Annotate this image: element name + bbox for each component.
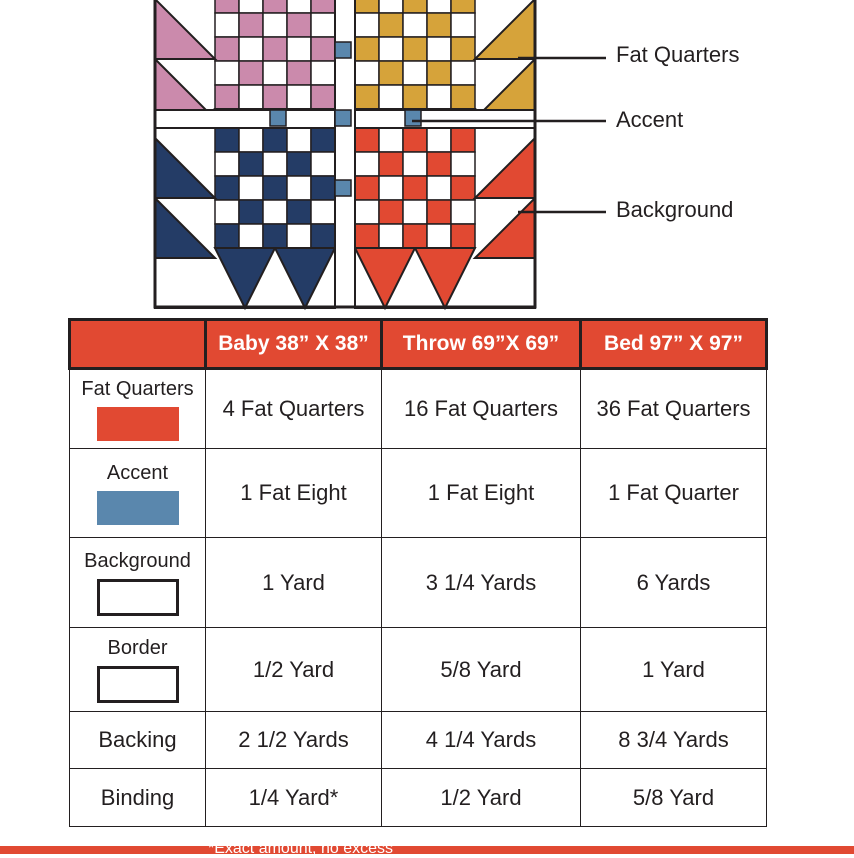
- checker-cell-red: [427, 176, 451, 200]
- checker-cell-red: [355, 152, 379, 176]
- checker-cell-gold: [379, 61, 403, 85]
- row-label-cell: [70, 712, 206, 769]
- checker-cell-pink: [287, 0, 311, 13]
- checker-cell-navy: [311, 200, 335, 224]
- checker-cell-pink: [311, 0, 335, 13]
- checker-cell-red: [379, 224, 403, 248]
- checker-cell-pink: [263, 85, 287, 109]
- checker-cell-pink: [287, 13, 311, 37]
- checker-cell-pink: [239, 0, 263, 13]
- accent-swatch: [97, 491, 179, 525]
- checker-cell-pink: [311, 37, 335, 61]
- checker-cell-red: [403, 224, 427, 248]
- checker-cell-red: [355, 128, 379, 152]
- checker-cell-red: [403, 200, 427, 224]
- checker-cell-gold: [355, 13, 379, 37]
- table-cell: 5/8 Yard: [581, 769, 767, 827]
- checker-cell-gold: [451, 13, 475, 37]
- checker-cell-navy: [239, 152, 263, 176]
- row-label-cell: [70, 538, 206, 628]
- checker-cell-pink: [287, 61, 311, 85]
- checker-cell-navy: [263, 200, 287, 224]
- row-label: Border: [107, 637, 168, 659]
- checker-cell-red: [427, 224, 451, 248]
- table-cell: 1 Fat Eight: [206, 449, 382, 538]
- checker-cell-pink: [263, 0, 287, 13]
- row-label: Backing: [98, 727, 177, 752]
- checker-cell-gold: [379, 0, 403, 13]
- checker-cell-pink: [287, 37, 311, 61]
- checker-cell-gold: [403, 37, 427, 61]
- checker-cell-navy: [239, 128, 263, 152]
- table-cell: 5/8 Yard: [382, 628, 581, 712]
- table-cell: 1 Fat Eight: [382, 449, 581, 538]
- checker-cell-navy: [215, 152, 239, 176]
- checker-cell-red: [427, 152, 451, 176]
- checker-cell-red: [451, 128, 475, 152]
- checker-cell-red: [379, 200, 403, 224]
- checker-cell-navy: [311, 128, 335, 152]
- row-label-cell: [70, 449, 206, 538]
- checker-cell-red: [403, 128, 427, 152]
- checker-cell-pink: [239, 13, 263, 37]
- checker-cell-navy: [311, 224, 335, 248]
- checker-cell-gold: [379, 85, 403, 109]
- table-row-background: [70, 538, 767, 628]
- accent-square: [405, 110, 421, 126]
- row-label: Accent: [106, 462, 169, 484]
- checker-cell-red: [451, 176, 475, 200]
- row-label-cell: [70, 369, 206, 449]
- checker-cell-pink: [311, 85, 335, 109]
- checker-cell-pink: [311, 13, 335, 37]
- table-cell: 1/4 Yard*: [206, 769, 382, 827]
- checker-cell-pink: [215, 61, 239, 85]
- checker-cell-gold: [427, 85, 451, 109]
- checker-cell-gold: [355, 0, 379, 13]
- checker-cell-gold: [403, 61, 427, 85]
- table-cell: 1 Fat Quarter: [581, 449, 767, 538]
- checker-cell-red: [355, 176, 379, 200]
- checker-cell-navy: [287, 176, 311, 200]
- table-header-row: [70, 320, 767, 369]
- checker-cell-pink: [239, 85, 263, 109]
- checker-cell-gold: [451, 37, 475, 61]
- checker-cell-pink: [215, 37, 239, 61]
- table-cell: 1 Yard: [581, 628, 767, 712]
- checker-cell-navy: [239, 200, 263, 224]
- checker-cell-pink: [263, 61, 287, 85]
- callout-background: Background: [616, 197, 734, 222]
- table-cell: 2 1/2 Yards: [206, 712, 382, 769]
- table-row-backing: [70, 712, 767, 769]
- row-label: Binding: [100, 784, 175, 810]
- checker-cell-navy: [311, 176, 335, 200]
- checker-cell-red: [379, 128, 403, 152]
- checker-cell-red: [427, 200, 451, 224]
- checker-cell-navy: [287, 200, 311, 224]
- table-cell: 4 Fat Quarters: [206, 369, 382, 449]
- row-label: Background: [84, 550, 191, 572]
- table-cell: 4 1/4 Yards: [382, 712, 581, 769]
- table-cell: 36 Fat Quarters: [581, 369, 767, 449]
- checker-cell-navy: [239, 224, 263, 248]
- accent-square: [335, 42, 351, 58]
- table-cell: 1 Yard: [206, 538, 382, 628]
- yardage-table: [68, 318, 768, 827]
- header-corner: [70, 320, 206, 369]
- checker-cell-red: [451, 224, 475, 248]
- header-throw: Throw 69”X 69”: [382, 320, 581, 369]
- checker-cell-navy: [215, 128, 239, 152]
- checker-cell-pink: [263, 37, 287, 61]
- table-row-border: [70, 628, 767, 712]
- checker-cell-gold: [451, 85, 475, 109]
- border-swatch: [97, 666, 179, 703]
- checker-cell-navy: [263, 152, 287, 176]
- checker-cell-pink: [215, 13, 239, 37]
- checker-cell-navy: [287, 152, 311, 176]
- checker-cell-navy: [287, 128, 311, 152]
- accent-square: [270, 110, 286, 126]
- checker-cell-gold: [403, 13, 427, 37]
- checker-cell-gold: [379, 37, 403, 61]
- checker-cell-red: [379, 176, 403, 200]
- table-cell: 16 Fat Quarters: [382, 369, 581, 449]
- checker-cell-navy: [215, 176, 239, 200]
- table-cell: 8 3/4 Yards: [581, 712, 767, 769]
- checker-cell-navy: [263, 224, 287, 248]
- callout-accent: Accent: [616, 107, 684, 132]
- table-cell: 1/2 Yard: [382, 769, 581, 827]
- checker-cell-gold: [379, 13, 403, 37]
- checker-cell-red: [403, 176, 427, 200]
- checker-cell-red: [403, 152, 427, 176]
- row-label-cell: [70, 628, 206, 712]
- checker-cell-gold: [427, 0, 451, 13]
- checker-cell-navy: [263, 128, 287, 152]
- row-label-cell: [70, 769, 206, 827]
- background-swatch: [97, 579, 179, 616]
- checker-cell-red: [427, 128, 451, 152]
- checker-cell-gold: [403, 0, 427, 13]
- checker-cell-pink: [311, 61, 335, 85]
- checker-cell-gold: [427, 37, 451, 61]
- row-label: Fat Quarters: [81, 378, 194, 400]
- checker-cell-red: [355, 200, 379, 224]
- checker-cell-pink: [239, 37, 263, 61]
- fat-quarters-swatch: [97, 407, 179, 441]
- checker-cell-navy: [263, 176, 287, 200]
- table-cell: 3 1/4 Yards: [382, 538, 581, 628]
- checker-cell-navy: [215, 224, 239, 248]
- footer-note: *Exact amount, no excess: [208, 840, 393, 857]
- callout-fat-quarters: Fat Quarters: [616, 42, 740, 67]
- checker-cell-pink: [215, 85, 239, 109]
- header-baby: Baby 38” X 38”: [206, 320, 382, 369]
- checker-cell-pink: [287, 85, 311, 109]
- checker-cell-red: [451, 200, 475, 224]
- checker-cell-gold: [403, 85, 427, 109]
- checker-cell-pink: [215, 0, 239, 13]
- table-row-accent: [70, 449, 767, 538]
- accent-square: [335, 180, 351, 196]
- checker-cell-gold: [427, 13, 451, 37]
- checker-cell-navy: [287, 224, 311, 248]
- checker-cell-navy: [215, 200, 239, 224]
- checker-cell-gold: [427, 61, 451, 85]
- header-bed: Bed 97” X 97”: [581, 320, 767, 369]
- checker-cell-red: [379, 152, 403, 176]
- checker-cell-navy: [311, 152, 335, 176]
- checker-cell-gold: [355, 61, 379, 85]
- table-row-binding: [70, 769, 767, 827]
- footer-band: [0, 840, 854, 857]
- table-row-fat-quarters: [70, 369, 767, 449]
- checker-cell-gold: [355, 37, 379, 61]
- checker-cell-pink: [239, 61, 263, 85]
- checker-cell-navy: [239, 176, 263, 200]
- checker-cell-gold: [451, 0, 475, 13]
- table-cell: 6 Yards: [581, 538, 767, 628]
- checker-cell-red: [355, 224, 379, 248]
- checker-cell-pink: [263, 13, 287, 37]
- table-cell: 1/2 Yard: [206, 628, 382, 712]
- checker-cell-red: [451, 152, 475, 176]
- checker-cell-gold: [355, 85, 379, 109]
- accent-square: [335, 110, 351, 126]
- checker-cell-gold: [451, 61, 475, 85]
